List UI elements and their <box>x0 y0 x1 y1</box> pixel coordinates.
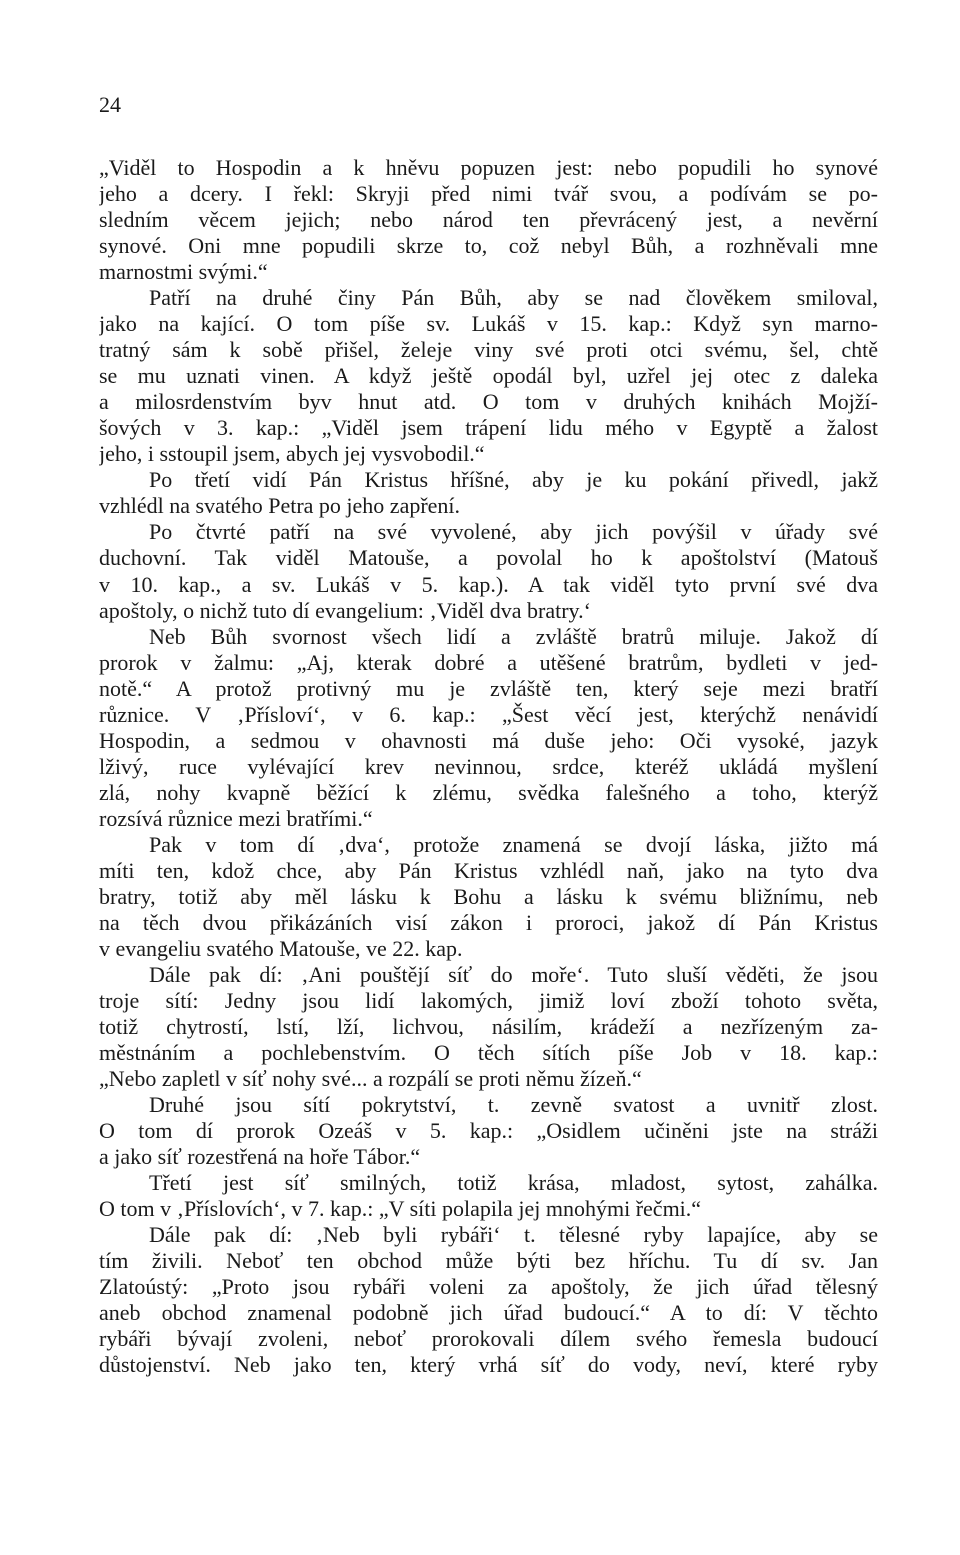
text-line: tím živili. Neboť ten obchod může býti bez hříchu. Tu dí sv. Jan <box>99 1248 878 1274</box>
text-line: „Nebo zapletl v síť nohy své... a rozpálí se proti němu žízeň.“ <box>99 1066 642 1092</box>
text-line: totiž chytrostí, lstí, lží, lichvou, násilím, krádeží a nezřízeným za- <box>99 1014 878 1040</box>
text-line: rozsívá různice mezi bratřími.“ <box>99 805 373 831</box>
text-line: Třetí jest síť smilných, totiž krása, mladost, sytost, zahálka. <box>149 1170 878 1196</box>
text-line: jako na kající. O tom píše sv. Lukáš v 15. kap.: Když syn marno- <box>99 311 878 337</box>
text-line: apoštoly, o nichž tuto dí evangelium: ‚Viděl dva bratry.‘ <box>99 597 591 623</box>
text-line: O tom dí prorok Ozeáš v 5. kap.: „Osidlem učiněni jste na stráži <box>99 1118 878 1144</box>
text-line: jeho, i sstoupil jsem, abych jej vysvobodil.“ <box>99 441 485 467</box>
text-line: městnáním a pochlebenstvím. O těch sítích píše Job v 18. kap.: <box>99 1040 878 1066</box>
text-line: sledním věcem jejich; nebo národ ten převrácený jest, a nevěrní <box>99 207 878 233</box>
text-line: šových v 3. kap.: „Viděl jsem trápení lidu mého v Egyptě a žalost <box>99 415 878 441</box>
text-line: O tom v ‚Příslovích‘, v 7. kap.: „V síti polapila jej mnohými řečmi.“ <box>99 1196 702 1222</box>
text-line: Dále pak dí: ‚Ani pouštějí síť do moře‘. Tuto sluší věděti, že jsou <box>149 961 878 987</box>
text-line: tratný sám k sobě přišel, želeje viny své proti otci svému, šel, chtě <box>99 337 878 363</box>
text-line: prorok v žalmu: „Aj, kterak dobré a utěšené bratrům, bydleti v jed- <box>99 649 878 675</box>
text-line: bratry, totiž aby měl lásku k Bohu a lásku k svému bližnímu, neb <box>99 883 878 909</box>
text-line: Pak v tom dí ‚dva‘, protože znamená se dvojí láska, jižto má <box>149 831 878 857</box>
text-line: v evangeliu svatého Matouše, ve 22. kap. <box>99 935 463 961</box>
text-line: Druhé jsou sítí pokrytství, t. zevně svatost a uvnitř zlost. <box>149 1092 878 1118</box>
text-line: duchovní. Tak viděl Matouše, a povolal ho k apoštolství (Matouš <box>99 545 878 571</box>
text-line: marnostmi svými.“ <box>99 259 268 285</box>
text-line: důstojenství. Neb jako ten, který vrhá síť do vody, neví, které ryby <box>99 1352 878 1378</box>
text-line: a milosrdenstvím byv hnut atd. O tom v druhých knihách Mojží- <box>99 389 878 415</box>
text-line: Neb Bůh svornost všech lidí a zvláště bratrů miluje. Jakož dí <box>149 623 878 649</box>
text-line: jeho a dcery. I řekl: Skryji před nimi tvář svou, a podívám se po- <box>99 181 878 207</box>
text-line: různice. V ‚Přísloví‘, v 6. kap.: „Šest věcí jest, kterýchž nenávidí <box>99 701 878 727</box>
text-line: Po třetí vidí Pán Kristus hříšné, aby je ku pokání přivedl, jakž <box>149 467 878 493</box>
text-line: aneb obchod znamenal podobně jich úřad budoucí.“ A to dí: V těchto <box>99 1300 878 1326</box>
text-line: Po čtvrté patří na své vyvolené, aby jich povýšil v úřady své <box>149 519 878 545</box>
page-number: 24 <box>99 92 121 117</box>
text-line: zlá, nohy kvapně běžící k zlému, svědka falešného a toho, kterýž <box>99 779 878 805</box>
text-line: míti ten, kdož chce, aby Pán Kristus vzhlédl naň, jako na tyto dva <box>99 857 878 883</box>
text-line: lživý, ruce vylévající krev nevinnou, srdce, kteréž ukládá myšlení <box>99 753 878 779</box>
text-line: „Viděl to Hospodin a k hněvu popuzen jest: nebo popudili ho synové <box>99 155 878 180</box>
body-text <box>99 155 878 1378</box>
text-line: rybáři bývají zvoleni, neboť prorokovali dílem svého řemesla budoucí <box>99 1326 878 1352</box>
text-line: Hospodin, a sedmou v ohavnosti má duše jeho: Oči vysoké, jazyk <box>99 727 878 753</box>
text-line: synové. Oni mne popudili skrze to, což nebyl Bůh, a rozhněvali mne <box>99 233 878 259</box>
text-line: vzhlédl na svatého Petra po jeho zapření. <box>99 493 461 519</box>
text-line: v 10. kap., a sv. Lukáš v 5. kap.). A tak viděl tyto první své dva <box>99 571 878 597</box>
text-line: a jako síť rozestřená na hoře Tábor.“ <box>99 1144 421 1170</box>
text-line: notě.“ A protož protivný mu je zvláště ten, který seje mezi bratří <box>99 675 878 701</box>
text-line: se mu uznati vinen. A když ještě opodál byl, uzřel jej otec z daleka <box>99 363 878 389</box>
text-line: na těch dvou přikázáních visí zákon i proroci, jakož dí Pán Kristus <box>99 909 878 935</box>
text-line: Patří na druhé činy Pán Bůh, aby se nad člověkem smiloval, <box>149 285 878 311</box>
text-line: Dále pak dí: ‚Neb byli rybáři‘ t. tělesné ryby lapajíce, aby se <box>149 1222 878 1248</box>
text-line: troje sítí: Jedny jsou lidí lakomých, jimiž loví zboží tohoto světa, <box>99 988 878 1013</box>
text-line: Zlatoústý: „Proto jsou rybáři voleni za apoštoly, že jich úřad tělesný <box>99 1274 878 1300</box>
